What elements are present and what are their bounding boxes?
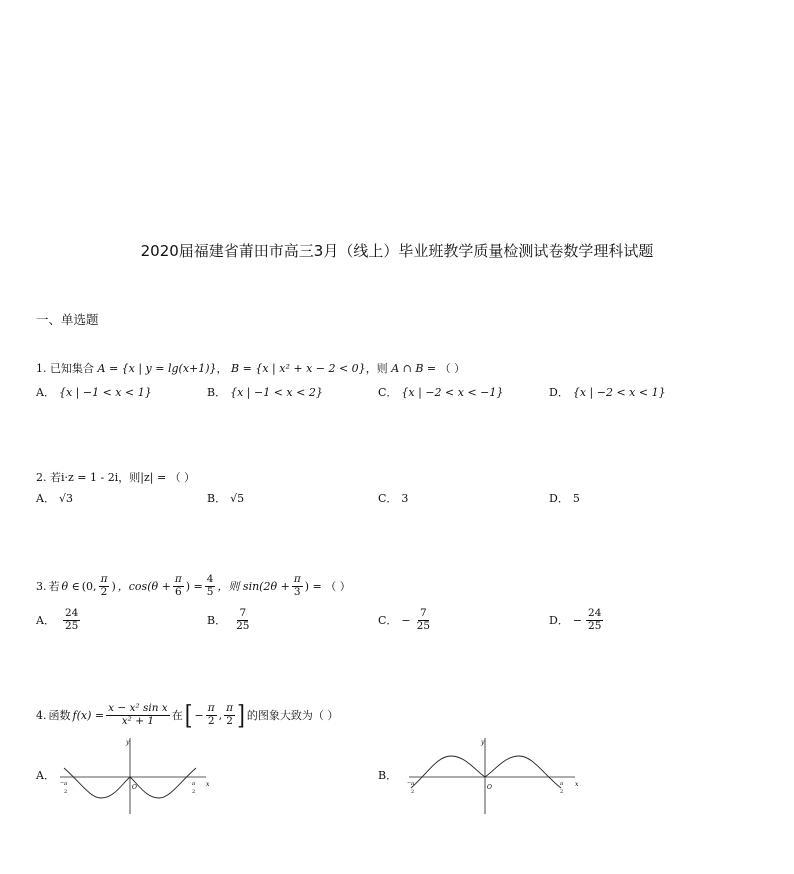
question-text: 的图象大致为（ ） [246, 709, 339, 723]
question-text: 在 [171, 709, 183, 723]
fraction: $\frac{\pi}{2}$ [100, 573, 108, 598]
cos-equals: ) = [185, 579, 203, 593]
right-bracket: ] [237, 699, 245, 731]
question-number: 3. [36, 579, 47, 593]
section-heading: 一、单选题 [36, 312, 99, 327]
function-name: f(x) = [72, 708, 105, 722]
question-text: 函数 [48, 709, 71, 723]
question-3-stem [36, 574, 351, 598]
question-end: ) = （ ） [304, 580, 351, 594]
option-b[interactable] [207, 608, 251, 632]
option-a-graph[interactable] [56, 734, 216, 816]
option-fraction: $\frac{7}{25}$ [416, 607, 431, 632]
question-1-stem: 1. 已知集合 A = {x | y = lg(x+1)}， B = {x | x² + x − 2 < 0}，则 A ∩ B = （ ） [36, 362, 466, 375]
option-label: B． [207, 614, 227, 628]
interval-close: ) [111, 579, 116, 593]
option-label: A． [36, 769, 55, 782]
option-label: A． [36, 614, 55, 628]
question-2-stem [36, 469, 195, 485]
option-label: B． [207, 386, 227, 399]
interval-open: (0, [81, 579, 97, 593]
option-d[interactable] [549, 384, 666, 400]
option-b[interactable] [207, 384, 323, 400]
option-label: B． [378, 769, 398, 782]
page-title: 2020届福建省莆田市高三3月（线上）毕业班教学质量检测试卷数学理科试题 [140, 242, 654, 260]
option-b[interactable] [378, 767, 397, 783]
option-fraction: $\frac{7}{25}$ [236, 607, 250, 632]
neg-pi-label: π [64, 781, 68, 787]
neg-two-label: 2 [411, 789, 415, 795]
question-text: ，则 [365, 362, 388, 375]
sin-expression: ，则 sin(2θ + [217, 580, 290, 594]
option-b-graph[interactable] [405, 734, 585, 816]
option-value: 5 [572, 491, 580, 505]
set-b: B = {x | x² + x − 2 < 0} [231, 362, 366, 375]
option-label: C． [378, 386, 398, 399]
option-d[interactable] [549, 490, 580, 506]
y-axis-label: y [126, 739, 130, 746]
two-label: 2 [192, 789, 196, 795]
option-label: C． [378, 492, 398, 505]
option-value: √3 [58, 491, 73, 505]
question-4-stem [36, 699, 339, 731]
fraction: $\frac{\pi}{6}$ [174, 573, 182, 598]
option-a[interactable] [36, 490, 73, 506]
question-text: 若 [48, 580, 60, 594]
option-value: {x | −1 < x < 1} [58, 385, 152, 399]
option-c[interactable] [378, 384, 503, 400]
option-label: D． [549, 614, 569, 628]
option-value: {x | −2 < x < −1} [401, 385, 504, 399]
two-label: 2 [560, 789, 564, 795]
option-value: {x | −1 < x < 2} [230, 385, 323, 399]
origin-label: O [132, 784, 137, 791]
option-d[interactable] [549, 608, 603, 632]
question-text: 已知集合 [50, 362, 94, 375]
option-value: 3 [401, 491, 409, 505]
fraction: $\frac{\pi}{2}$ [207, 702, 215, 727]
option-value: √5 [230, 491, 245, 505]
option-label: C． [378, 614, 398, 628]
option-a[interactable] [36, 767, 55, 783]
x-axis-label: x [206, 781, 210, 788]
minus-sign: − [194, 708, 204, 722]
left-bracket: [ [184, 699, 193, 731]
comma: , [218, 708, 223, 722]
pi-label: π [560, 781, 564, 787]
neg-two-label: 2 [64, 789, 68, 795]
answer-paren: （ ） [439, 362, 466, 375]
neg-label: − [60, 780, 65, 786]
neg-label: − [407, 780, 412, 786]
option-label: A． [36, 492, 55, 505]
pi-label: π [192, 781, 196, 787]
expression: A ∩ B = [391, 362, 437, 375]
option-sign: − [401, 613, 411, 627]
function-curve [411, 756, 561, 788]
y-axis-label: y [481, 739, 485, 746]
option-a[interactable] [36, 384, 152, 400]
origin-label: O [487, 784, 492, 791]
question-number: 1. [36, 362, 47, 375]
question-number: 4. [36, 708, 47, 722]
option-label: D． [549, 386, 569, 399]
option-value: {x | −2 < x < 1} [572, 385, 666, 399]
neg-pi-label: π [411, 781, 415, 787]
option-c[interactable] [378, 608, 432, 632]
function-fraction: $\frac{\text{x − x² sin x}}{\text{x² + 1}}$ [108, 702, 168, 727]
option-b[interactable] [207, 490, 244, 506]
set-a: A = {x | y = lg(x+1)} [97, 362, 217, 375]
x-axis-label: x [575, 781, 579, 788]
fraction: $\frac{\pi}{3}$ [293, 573, 301, 598]
question-number: 2. [36, 471, 47, 484]
option-c[interactable] [378, 490, 408, 506]
fraction: $\frac{4}{5}$ [206, 573, 214, 598]
cos-expression: ，cos(θ + [117, 580, 171, 594]
option-label: D． [549, 492, 569, 505]
option-fraction: $\frac{24}{25}$ [64, 607, 79, 632]
option-a[interactable] [36, 608, 80, 632]
option-label: B． [207, 492, 227, 505]
option-label: A． [36, 386, 55, 399]
fraction: $\frac{\pi}{2}$ [226, 702, 234, 727]
option-sign: − [572, 613, 583, 627]
option-fraction: $\frac{24}{25}$ [588, 607, 602, 632]
question-text: 若i·z = 1 - 2i，则|z| = （ ） [50, 471, 196, 484]
theta-in: θ ∈ [61, 579, 80, 593]
